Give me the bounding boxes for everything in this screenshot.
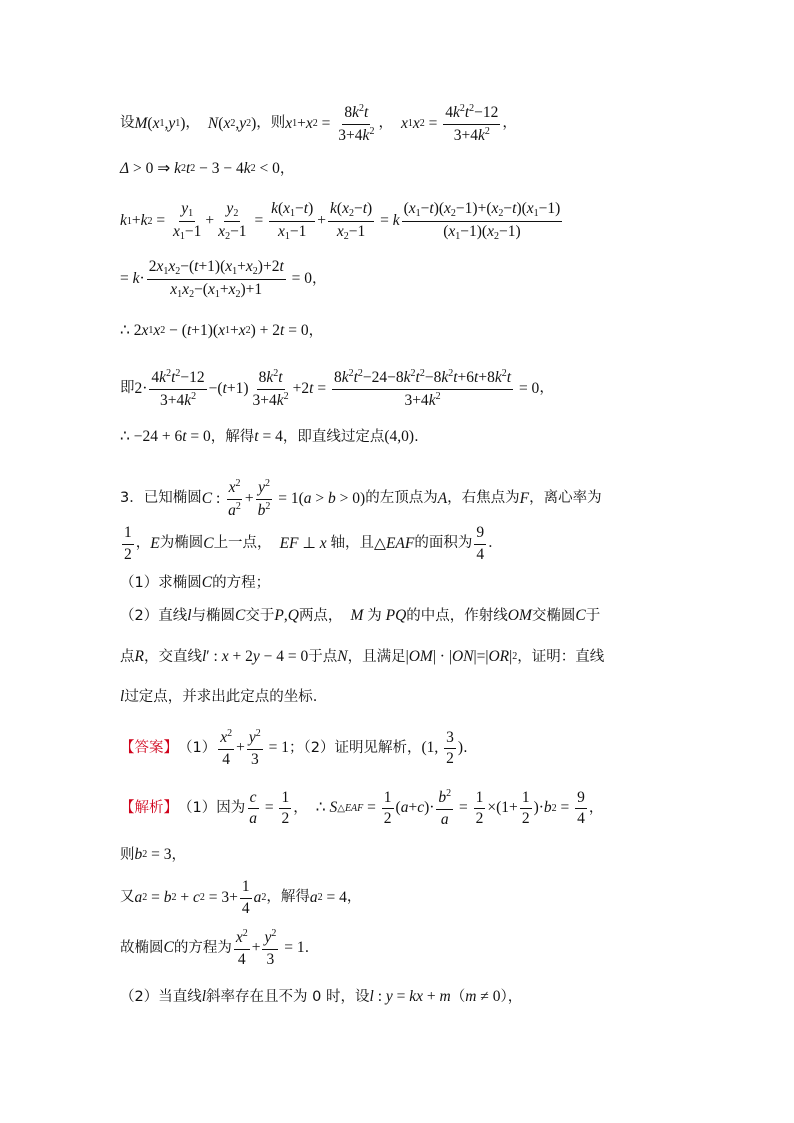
question-3-line-2: $\frac{1}{2}$ ， E 为椭圆 C 上一点， EF ⊥ x 轴，且 △ EAF 的面积为 $\frac{9}{4}$ ．: [124, 524, 503, 563]
answer-label: 【答案】: [120, 739, 178, 756]
analysis-line-1: 【解析】 （1）因为 $\frac{c}{a}$ = $\frac{1}{2}$ ， ∴ S △EAF = $\frac{1}{2}$ ( a + c )· $\frac{b^2}{a}$ = $\frac{1}{2}$ ×(1+ $\frac{1}{2}$ )· b 2 = $\frac{9}{4}$ ，: [120, 788, 604, 828]
question-3-part-2-line-1: （2）直线 l 与椭圆 C 交于 P , Q 两点， M 为 PQ 的中点，作射线 OM 交椭圆 C 于: [120, 607, 601, 624]
analysis-line-3: 又 a 2 = b 2 + c 2 = 3+ $\frac{1}{4}$ a 2 ，解得 a 2 = 4 ，: [120, 878, 362, 917]
analysis-line-2: 则 b 2 = 3 ，: [120, 846, 186, 863]
analysis-label: 【解析】: [120, 799, 178, 816]
question-3-part-2-line-2: 点 R ，交直线 l ′ : x + 2 y − 4 = 0 于点 N ，且满足 | OM | · | ON |=| OR | 2 ，证明：直线: [120, 648, 605, 665]
answer-line: 【答案】 （1） $\frac{x^2}{4}$ + $\frac{y^2}{3}$ = 1 ；（2）证明见解析， (1, $\frac{3}{2}$ ) .: [120, 728, 468, 768]
question-3-part-1: （1）求椭圆 C 的方程；: [120, 574, 271, 591]
equation-line-k-fraction: = k · $\frac{2x_1x_2-(t+1)(x_1+x_2)+2t}{x_1x_2-(x_1+x_2)+1}$ = 0 ，: [120, 258, 327, 300]
question-3-part-2-line-3: l 过定点，并求出此定点的坐标.: [120, 688, 318, 705]
analysis-line-4: 故椭圆 C 的方程为 $\frac{x^2}{4}$ + $\frac{y^2}{3}$ = 1 .: [120, 928, 310, 968]
equation-line-vieta: 设 M ( x 1 , y 1 ) ， N ( x 2 , y 2 ) ，则 x 1 + x 2 = $\frac{8k^2t}{3+4k^2}$ ， x 1 x 2 = $\frac{4k^2t^2-12}{3+4k^2}$ ，: [120, 103, 517, 144]
equation-line-therefore: ∴ 2 x 1 x 2 − ( t +1)( x 1 + x 2 ) + 2 t = 0 ，: [120, 322, 324, 339]
equation-line-fixed-point: ∴ −24 + 6 t = 0 ，解得 t = 4 ，即直线过定点 (4,0) .: [120, 428, 419, 445]
equation-line-substitution: 即 2· $\frac{4k^2t^2-12}{3+4k^2}$ −( t +1) $\frac{8k^2t}{3+4k^2}$ +2 t = $\frac{8k^2t^2-24-8k^2t^2-8k^2t+6t+8k^2t}{3+4k^2}$ = 0 ，: [120, 368, 554, 409]
question-3-line-1: 3．已知椭圆 C : $\frac{x^2}{a^2}$ + $\frac{y^2}{b^2}$ = 1( a > b > 0) 的左顶点为 A ，右焦点为 F ，离心率为: [120, 478, 602, 519]
equation-line-slope-sum: k 1 + k 2 = $\frac{y_1}{x_1-1}$ + $\frac{y_2}{x_2-1}$ = $\frac{k(x_1-t)}{x_1-1}$ + $\frac{k(x_2-t)}{x_2-1}$ = k $\frac{(x_1-t)(x_2-1)+(x_2-t)(x_1-1)}{(x_1-1)(x_2-1)}$: [120, 200, 561, 242]
equation-line-discriminant: Δ > 0 ⇒ k 2 t 2 − 3 − 4 k 2 < 0 ，: [120, 160, 295, 177]
analysis-line-5: （2）当直线 l 斜率存在且不为 0 时，设 l : y = kx + m （ m ≠ 0 ），: [120, 988, 523, 1005]
